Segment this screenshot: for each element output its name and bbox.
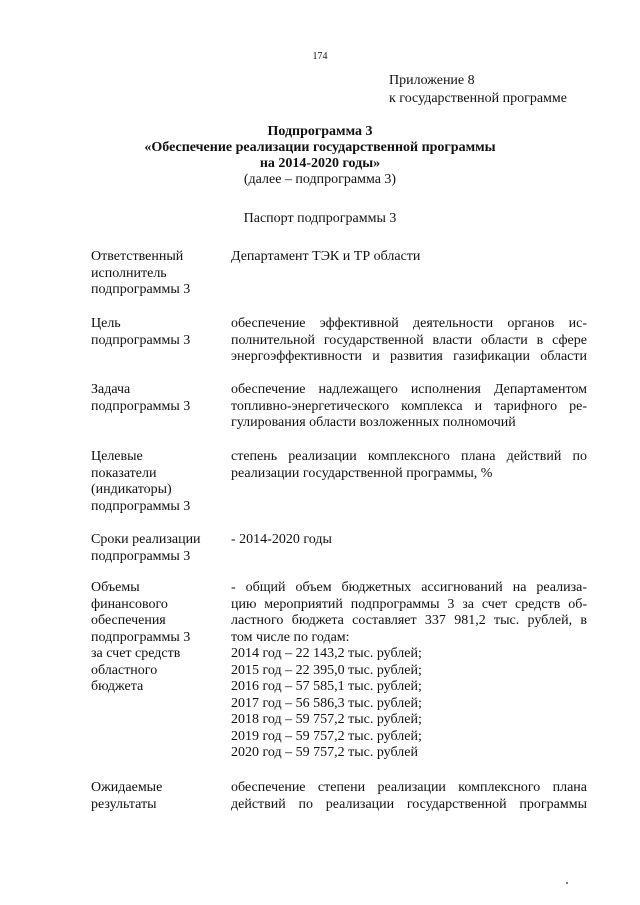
title-line-4: (далее – подпрограмма 3) xyxy=(243,172,397,187)
value-line: полнительной государственной власти области в сфере xyxy=(231,332,587,348)
row-value xyxy=(231,580,587,762)
value-line: гулирования области возложенных полномочий xyxy=(231,415,516,430)
label-line: бюджета xyxy=(91,679,144,694)
label-line: результаты xyxy=(91,796,157,812)
row-value xyxy=(231,532,587,549)
label-line: подпрограммы 3 xyxy=(91,398,191,414)
label-line: Объемы xyxy=(91,580,140,595)
row-label xyxy=(91,316,221,349)
label-line: за счет средств xyxy=(91,646,181,661)
label-line: показатели xyxy=(91,465,157,481)
label-line: подпрограммы 3 xyxy=(91,548,191,564)
label-line: Ожидаемые xyxy=(91,780,163,795)
label-line: исполнитель xyxy=(91,265,167,281)
value-line: реализации государственной программы, % xyxy=(231,465,493,481)
value-line: действий по реализации государственной программы xyxy=(231,796,587,812)
value-line: - 2014-2020 годы xyxy=(231,532,332,547)
row-value xyxy=(231,316,587,366)
year-amount-line: 2018 год – 59 757,2 тыс. рублей; xyxy=(231,712,422,727)
row-value xyxy=(231,780,587,813)
year-amount-line: 2016 год – 57 585,1 тыс. рублей; xyxy=(231,679,422,694)
value-line: энергоэффективности и развития газификации области xyxy=(231,349,587,364)
row-label xyxy=(91,580,221,696)
label-line: Сроки реализации xyxy=(91,532,201,547)
row-label xyxy=(91,449,221,515)
label-line: подпрограммы 3 xyxy=(91,629,191,645)
label-line: Задача xyxy=(91,382,131,397)
label-line: областного xyxy=(91,662,158,678)
title-line-2: «Обеспечение реализации государственной программы xyxy=(144,140,496,155)
year-amount-line: 2017 год – 56 586,3 тыс. рублей; xyxy=(231,695,422,711)
value-line: - общий объем бюджетных ассигнований на реализа- xyxy=(231,580,587,595)
appendix-line-2: к государственной программе xyxy=(389,91,567,106)
row-value xyxy=(231,382,587,432)
label-line: финансового xyxy=(91,596,168,612)
value-line: топливно-энергетического комплекса и тарифного ре- xyxy=(231,398,587,414)
value-line: степень реализации комплексного плана действий по xyxy=(231,449,587,464)
value-line: обеспечение надлежащего исполнения Департаментом xyxy=(231,382,587,397)
label-line: Цель xyxy=(91,316,121,331)
passport-title: Паспорт подпрограммы 3 xyxy=(243,211,397,226)
page-number: 174 xyxy=(312,51,328,62)
label-line: Ответственный xyxy=(91,249,184,264)
value-line: том числе по годам: xyxy=(231,629,350,645)
year-amount-line: 2015 год – 22 395,0 тыс. рублей; xyxy=(231,662,422,678)
value-line: Департамент ТЭК и ТР области xyxy=(231,249,421,264)
appendix-reference xyxy=(389,72,567,108)
label-line: (индикаторы) xyxy=(91,482,172,497)
row-label xyxy=(91,780,221,813)
row-label xyxy=(91,382,221,415)
value-line: обеспечение степени реализации комплексного плана xyxy=(231,780,587,795)
label-line: подпрограммы 3 xyxy=(91,498,191,514)
title-line-3: на 2014-2020 годы» xyxy=(259,156,381,171)
title-line-1: Подпрограмма 3 xyxy=(267,124,373,139)
appendix-line-1: Приложение 8 xyxy=(389,73,475,88)
row-label xyxy=(91,532,221,565)
value-line: цию мероприятий подпрограммы 3 за счет средств об- xyxy=(231,596,587,612)
row-value xyxy=(231,249,587,266)
value-line: обеспечение эффективной деятельности органов ис- xyxy=(231,316,587,331)
label-line: обеспечения xyxy=(91,613,166,628)
value-line: ластного бюджета составляет 337 981,2 тыс. рублей, в xyxy=(231,613,587,628)
year-amount-line: 2019 год – 59 757,2 тыс. рублей; xyxy=(231,728,422,744)
year-amount-line: 2014 год – 22 143,2 тыс. рублей; xyxy=(231,646,422,661)
scan-speck xyxy=(566,882,568,884)
label-line: Целевые xyxy=(91,449,143,464)
label-line: подпрограммы 3 xyxy=(91,332,191,348)
subprogram-title xyxy=(0,124,640,188)
row-value xyxy=(231,449,587,482)
label-line: подпрограммы 3 xyxy=(91,282,191,297)
year-amount-line: 2020 год – 59 757,2 тыс. рублей xyxy=(231,745,418,760)
row-label xyxy=(91,249,221,299)
